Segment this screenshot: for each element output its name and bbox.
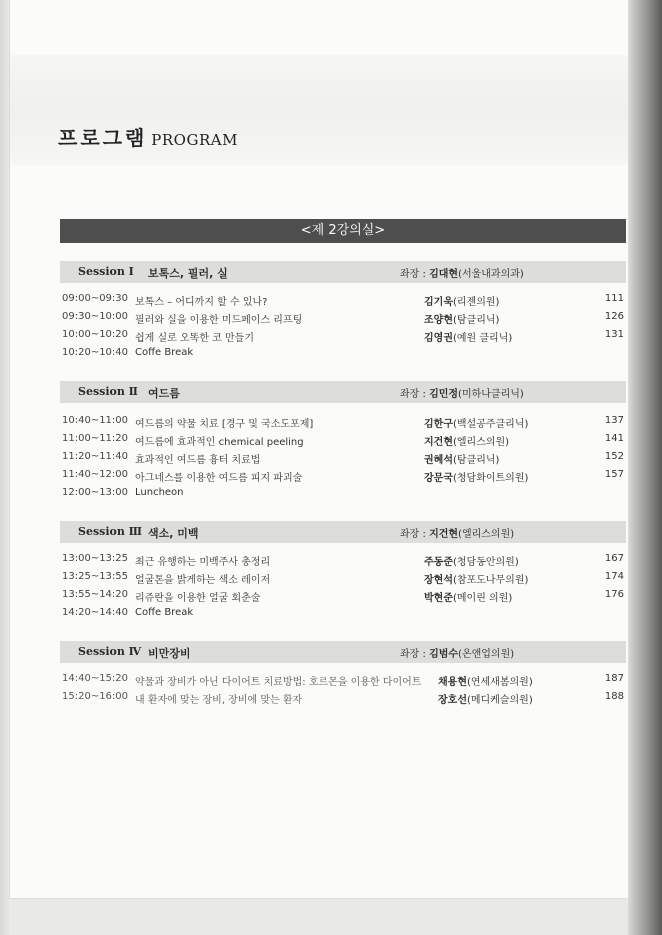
speaker (424, 293, 499, 308)
chair-label: 좌장 : (400, 269, 426, 280)
speaker (424, 311, 499, 326)
time: 10:40~11:00 (62, 415, 129, 426)
session-header (60, 261, 626, 283)
speaker-name: 주동준 (424, 557, 453, 568)
time: 13:55~14:20 (62, 589, 129, 600)
speaker-affiliation: (연세새봄의원) (466, 677, 533, 688)
chair-affiliation: (온앤업의원) (458, 649, 515, 660)
session-header (60, 521, 626, 543)
chair-affiliation: (서울내과의과) (458, 269, 524, 280)
session-chair (400, 645, 514, 660)
session-number: Session Ⅱ (78, 385, 138, 398)
topic: 얼굴톤을 밝게하는 색소 레이저 (135, 575, 271, 586)
speaker-affiliation: (메디케슬의원) (466, 695, 533, 706)
page-number: 152 (604, 451, 624, 462)
page-edge-shadow (628, 0, 662, 935)
page-number: 187 (604, 673, 624, 684)
time: 09:30~10:00 (62, 311, 129, 322)
speaker-name: 장현석 (424, 575, 453, 586)
chair-name: 김범수 (429, 649, 459, 660)
speaker-affiliation: (백설공주클리닉) (452, 419, 529, 430)
speaker-affiliation: (리젠의원) (452, 297, 500, 308)
time: 13:00~13:25 (62, 553, 129, 564)
speaker (424, 571, 528, 586)
time: 11:00~11:20 (62, 433, 129, 444)
chair-label: 좌장 : (400, 649, 426, 660)
speaker-name: 김한구 (424, 419, 453, 430)
table-row (10, 451, 628, 469)
topic: Coffe Break (135, 607, 194, 618)
table-row (10, 415, 628, 433)
page-number: 174 (604, 571, 624, 582)
page-number: 157 (604, 469, 624, 480)
time: 14:40~15:20 (62, 673, 129, 684)
session-title: 여드름 (148, 387, 180, 400)
table-row (10, 311, 628, 329)
speaker (424, 433, 509, 448)
table-row (10, 293, 628, 311)
time: 09:00~09:30 (62, 293, 129, 304)
page-number: 126 (604, 311, 624, 322)
session-header (60, 381, 626, 403)
time: 14:20~14:40 (62, 607, 129, 618)
page-number: 131 (604, 329, 624, 340)
speaker (424, 451, 499, 466)
chair-affiliation: (엘리스의원) (458, 529, 515, 540)
speaker-affiliation: (예원 클리닉) (452, 333, 513, 344)
table-row (10, 487, 628, 505)
topic: 여드름에 효과적인 chemical peeling (135, 437, 304, 448)
session-title: 보톡스, 필러, 실 (148, 267, 228, 280)
room-header: <제 2강의실> (60, 219, 626, 243)
table-row (10, 571, 628, 589)
session-number: Session Ⅳ (78, 645, 142, 658)
table-row (10, 347, 628, 365)
page-title (58, 122, 238, 151)
page-number: 167 (604, 553, 624, 564)
time: 10:00~10:20 (62, 329, 129, 340)
topic: 내 환자에 맞는 장비, 장비에 맞는 환자 (135, 695, 303, 706)
speaker-affiliation: (청담화이트의원) (452, 473, 529, 484)
session-number: Session Ⅲ (78, 525, 143, 538)
time: 11:20~11:40 (62, 451, 129, 462)
topic: 리쥬란을 이용한 얼굴 회춘술 (135, 593, 261, 604)
topic: 아그네스를 이용한 여드름 피지 파괴술 (135, 473, 303, 484)
time: 10:20~10:40 (62, 347, 129, 358)
topic: Coffe Break (135, 347, 194, 358)
speaker-name: 조양현 (424, 315, 453, 326)
speaker-name: 김영권 (424, 333, 453, 344)
session-chair (400, 385, 524, 400)
speaker-name: 지건현 (424, 437, 453, 448)
speaker (424, 329, 512, 344)
chair-name: 지건현 (429, 529, 459, 540)
table-row (10, 673, 628, 691)
chair-name: 김민정 (429, 389, 459, 400)
table-row (10, 589, 628, 607)
topic: 여드름의 약물 치료 [경구 및 국소도포제] (135, 419, 314, 430)
time: 13:25~13:55 (62, 571, 129, 582)
page-title-ko: 프로그램 (58, 126, 148, 150)
speaker-name: 강문국 (424, 473, 453, 484)
session-header (60, 641, 626, 663)
time: 11:40~12:00 (62, 469, 129, 480)
speaker-affiliation: (엘리스의원) (452, 437, 510, 448)
table-row (10, 433, 628, 451)
speaker-name: 권혜석 (424, 455, 453, 466)
speaker (438, 691, 533, 706)
time: 12:00~13:00 (62, 487, 129, 498)
page-number: 176 (604, 589, 624, 600)
table-row (10, 691, 628, 709)
session-title: 비만장비 (148, 647, 191, 660)
speaker-name: 김기욱 (424, 297, 453, 308)
chair-label: 좌장 : (400, 529, 426, 540)
speaker (424, 415, 528, 430)
table-row (10, 607, 628, 625)
session-chair (400, 265, 524, 280)
chair-name: 김대현 (429, 269, 459, 280)
topic: 효과적인 여드름 흉터 치료법 (135, 455, 261, 466)
table-row (10, 469, 628, 487)
document-page (10, 0, 628, 898)
topic: 쉽게 실로 오똑한 코 만들기 (135, 333, 254, 344)
speaker-affiliation: (탐클리닉) (452, 315, 500, 326)
speaker (424, 589, 512, 604)
speaker-name: 채용현 (438, 677, 467, 688)
time: 15:20~16:00 (62, 691, 129, 702)
session-chair (400, 525, 514, 540)
topic: 약물과 장비가 아닌 다이어트 치료방법: 호르몬을 이용한 다이어트 (135, 677, 422, 688)
page-number: 188 (604, 691, 624, 702)
page-title-en: PROGRAM (151, 131, 238, 149)
table-row (10, 553, 628, 571)
topic: 보톡스 – 어디까지 할 수 있나? (135, 297, 268, 308)
topic: 필러와 실을 이용한 미드페이스 리프팅 (135, 315, 303, 326)
speaker-affiliation: (청담동안의원) (452, 557, 519, 568)
page-number: 137 (604, 415, 624, 426)
speaker-affiliation: (메이린 의원) (452, 593, 513, 604)
chair-label: 좌장 : (400, 389, 426, 400)
speaker-name: 박현준 (424, 593, 453, 604)
chair-affiliation: (미하나클리닉) (458, 389, 524, 400)
table-row (10, 329, 628, 347)
topic: Luncheon (135, 487, 184, 498)
speaker-affiliation: (탐클리닉) (452, 455, 500, 466)
page-number: 111 (604, 293, 624, 304)
session-number: Session Ⅰ (78, 265, 134, 278)
speaker (424, 553, 519, 568)
page-number: 141 (604, 433, 624, 444)
speaker-name: 장호선 (438, 695, 467, 706)
session-title: 색소, 미백 (148, 527, 199, 540)
speaker-affiliation: (참포도나무의원) (452, 575, 529, 586)
speaker (424, 469, 528, 484)
speaker (438, 673, 533, 688)
topic: 최근 유행하는 미백주사 총정리 (135, 557, 271, 568)
